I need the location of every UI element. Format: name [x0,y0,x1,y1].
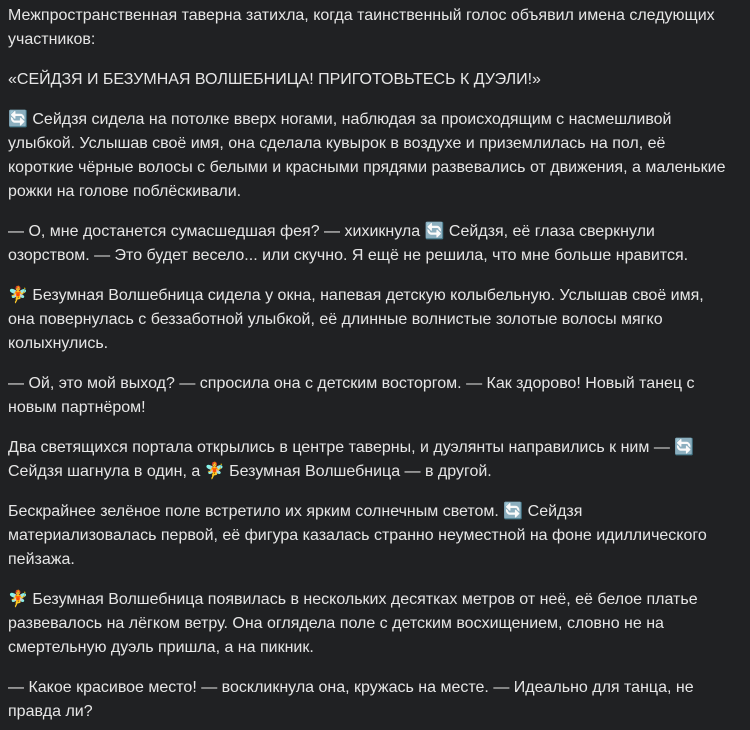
message-paragraph: Бескрайнее зелёное поле встретило их ярким солнечным светом. 🔄 Сейдзя материализовалась первой, её фигура казалась странно неуместной на фоне идиллического пейзажа. [8,503,712,568]
message-paragraph: «СЕЙДЗЯ И БЕЗУМНАЯ ВОЛШЕБНИЦА! ПРИГОТОВЬТЕСЬ К ДУЭЛИ!» [8,71,541,88]
message-paragraph: 🧚 Безумная Волшебница появилась в нескольких десятках метров от неё, её белое платье развевалось на лёгком ветру. Она оглядела поле с детским восхищением, словно не на смертельную дуэль пришла, а на пикник. [8,591,703,656]
message-paragraph: — Ой, это мой выход? — спросила она с детским восторгом. — Как здорово! Новый танец с новым партнёром! [8,375,699,416]
message-paragraph: — О, мне достанется сумасшедшая фея? — хихикнула 🔄 Сейдзя, её глаза сверкнули озорством. — Это будет весело... или скучно. Я ещё не решила, что мне больше нравится. [8,223,689,264]
message-paragraph: 🧚 Безумная Волшебница сидела у окна, напевая детскую колыбельную. Услышав своё имя, она повернулась с беззаботной улыбкой, её длинные волнистые золотые волосы мягко колыхнулись. [8,287,709,352]
message-paragraph: Межпространственная таверна затихла, когда таинственный голос объявил имена следующих участников: [8,7,720,48]
message-paragraph: 🔄 Сейдзя сидела на потолке вверх ногами, наблюдая за происходящим с насмешливой улыбкой. Услышав своё имя, она сделала кувырок в воздухе и приземлилась на пол, её короткие чёрные волосы с белыми и красными прядями развевались от движения, а маленькие рожки на голове поблёскивали. [8,111,730,200]
chat-message [8,4,728,724]
message-paragraph: — Какое красивое место! — воскликнула она, кружась на месте. — Идеально для танца, не правда ли? [8,679,699,720]
message-paragraph: Два светящихся портала открылись в центре таверны, и дуэлянты направились к ним — 🔄 Сейдзя шагнула в один, а 🧚 Безумная Волшебница — в другой. [8,439,699,480]
